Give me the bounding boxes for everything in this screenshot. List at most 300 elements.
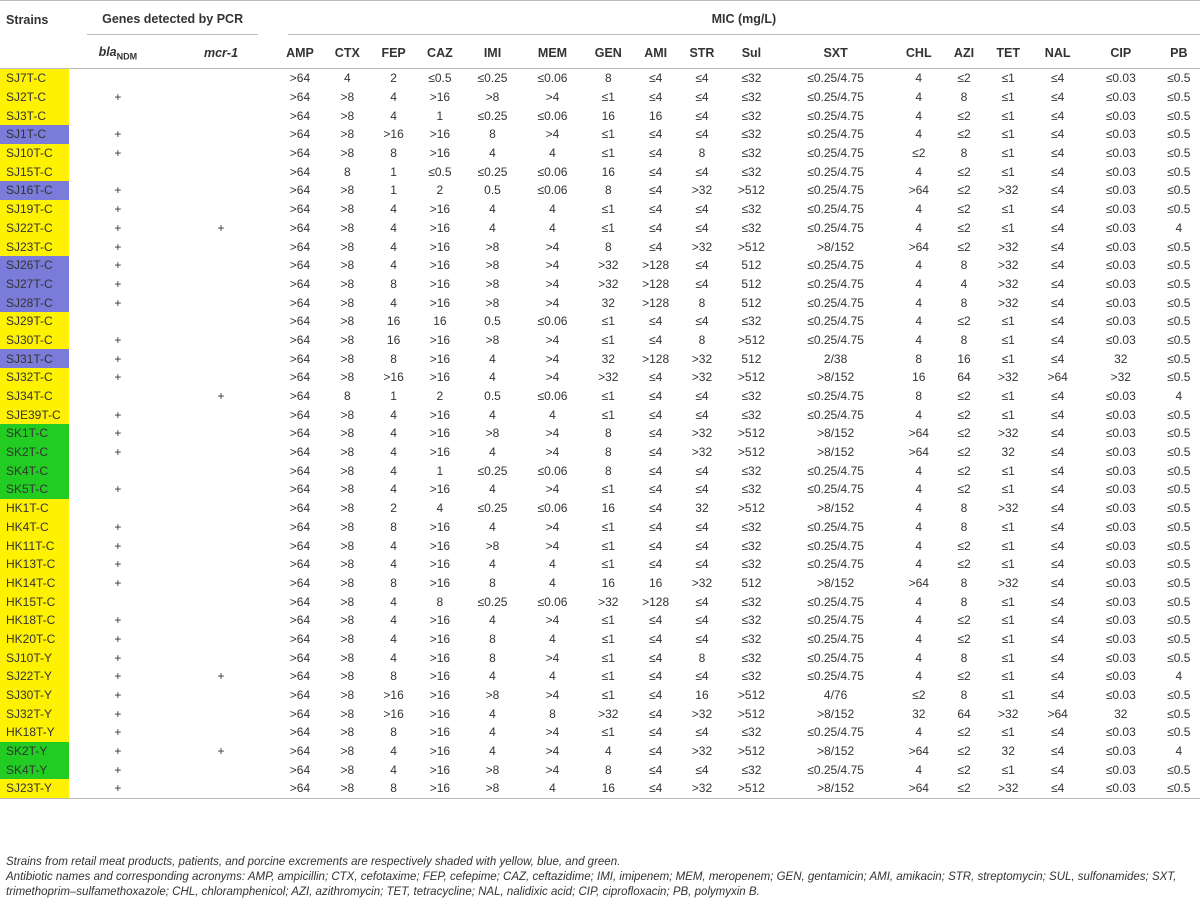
mic-cell-amp: >64 <box>289 725 311 740</box>
mic-cell-azi: ≤2 <box>957 71 971 86</box>
strain-cell: SJ3T-C <box>0 106 69 125</box>
bla-ndm-cell: + <box>114 426 122 441</box>
mic-cell-caz: 1 <box>436 463 444 478</box>
mic-cell-pb: ≤0.5 <box>1167 202 1191 217</box>
mic-cell-pb: ≤0.5 <box>1167 108 1191 123</box>
mic-cell-imi: 4 <box>489 557 496 572</box>
mic-cell-ctx: >8 <box>340 706 355 721</box>
mic-cell-amp: >64 <box>289 501 311 516</box>
bla-ndm-cell: + <box>114 351 122 366</box>
mic-cell-sxt: >8/152 <box>817 706 855 721</box>
mic-cell-azi: ≤2 <box>957 183 971 198</box>
mic-cell-ctx: 8 <box>343 164 351 179</box>
mic-cell-pb: ≤0.5 <box>1167 688 1191 703</box>
table-row <box>0 648 1200 667</box>
mcr-1-cell <box>166 200 275 219</box>
mic-cell-imi: 4 <box>489 220 496 235</box>
mic-cell-str: 32 <box>695 501 709 516</box>
table-row <box>0 779 1200 798</box>
strain-cell: SK4T-C <box>0 461 69 480</box>
mic-cell-azi: 8 <box>960 688 968 703</box>
strain-cell: HK20T-C <box>0 630 69 649</box>
mic-cell-azi: 8 <box>960 258 968 273</box>
mic-cell-fep: 4 <box>390 463 397 478</box>
mic-cell-gen: ≤1 <box>601 519 615 534</box>
mic-cell-nal: ≤4 <box>1051 426 1065 441</box>
mic-cell-pb: ≤0.5 <box>1167 538 1191 553</box>
mic-cell-sxt: ≤0.25/4.75 <box>807 90 864 105</box>
table-row <box>0 293 1200 312</box>
table-row <box>0 461 1200 480</box>
mic-cell-chl: ≤2 <box>912 688 926 703</box>
mic-cell-str: ≤4 <box>695 127 709 142</box>
strain-cell: SJ15T-C <box>0 162 69 181</box>
mic-cell-nal: ≤4 <box>1051 276 1065 291</box>
mic-cell-chl: 16 <box>912 370 926 385</box>
mic-cell-caz: >16 <box>429 482 451 497</box>
mic-cell-gen: ≤1 <box>601 90 615 105</box>
mic-cell-fep: 4 <box>390 445 397 460</box>
mic-cell-sul: ≤32 <box>741 519 762 534</box>
mic-cell-chl: 4 <box>915 463 923 478</box>
mic-cell-gen: 8 <box>604 183 612 198</box>
mic-cell-str: ≤4 <box>695 594 709 609</box>
mic-cell-gen: 8 <box>604 762 612 777</box>
mic-cell-sul: 512 <box>741 575 762 590</box>
table-row <box>0 499 1200 518</box>
mic-cell-mem: 4 <box>549 631 556 646</box>
strain-cell: SK4T-Y <box>0 760 69 779</box>
table-row <box>0 630 1200 649</box>
mic-cell-imi: >8 <box>485 688 500 703</box>
mic-cell-chl: 4 <box>915 220 923 235</box>
mic-cell-mem: 4 <box>549 202 556 217</box>
mic-cell-amp: >64 <box>289 557 311 572</box>
mic-cell-pb: ≤0.5 <box>1167 314 1191 329</box>
mic-cell-tet: >32 <box>985 779 1031 798</box>
mic-cell-mem: >4 <box>545 762 560 777</box>
mic-cell-ctx: >8 <box>340 258 355 273</box>
mic-cell-sul: ≤32 <box>741 71 762 86</box>
strain-cell: HK15T-C <box>0 592 69 611</box>
mic-cell-caz: >16 <box>429 538 451 553</box>
strain-cell: SJ19T-C <box>0 200 69 219</box>
mic-cell-ctx: >8 <box>340 351 355 366</box>
mic-cell-sul: >512 <box>737 332 765 347</box>
mic-cell-imi: 4 <box>489 706 496 721</box>
mic-cell-pb: ≤0.5 <box>1167 613 1191 628</box>
mic-cell-pb: ≤0.5 <box>1167 575 1191 590</box>
mic-cell-tet: ≤1 <box>1001 220 1015 235</box>
mic-cell-cip: ≤0.03 <box>1105 538 1136 553</box>
mic-cell-ctx: >8 <box>340 744 355 759</box>
mic-cell-tet: ≤1 <box>1001 332 1015 347</box>
mcr-1-header: mcr-1 <box>166 38 275 69</box>
mic-cell-mem: >4 <box>545 688 560 703</box>
mic-cell-ami: ≤4 <box>649 332 663 347</box>
bla-ndm-cell <box>69 592 166 611</box>
mic-cell-imi: ≤0.25 <box>477 501 508 516</box>
mic-cell-imi: 4 <box>489 146 496 161</box>
mic-cell-cip: ≤0.03 <box>1105 631 1136 646</box>
mcr-1-cell: + <box>217 220 225 235</box>
mic-cell-fep: 4 <box>390 538 397 553</box>
bla-ndm-cell <box>69 162 166 181</box>
mic-cell-mem: >4 <box>545 650 560 665</box>
mcr-1-cell <box>166 424 275 443</box>
antibiotic-header-pb: PB <box>1158 38 1200 69</box>
mic-cell-mem: >4 <box>545 613 560 628</box>
mcr-1-cell <box>166 574 275 593</box>
mic-cell-cip: ≤0.03 <box>1105 463 1136 478</box>
mic-cell-cip: ≤0.03 <box>1105 332 1136 347</box>
mic-cell-chl: 4 <box>915 613 923 628</box>
table-row <box>0 349 1200 368</box>
mic-cell-gen: ≤1 <box>601 146 615 161</box>
mic-cell-pb: ≤0.5 <box>1167 762 1191 777</box>
mic-cell-azi: ≤2 <box>957 482 971 497</box>
table-row <box>0 686 1200 705</box>
mic-cell-nal: ≤4 <box>1051 688 1065 703</box>
mic-cell-gen: ≤1 <box>601 725 615 740</box>
mic-cell-sxt: ≤0.25/4.75 <box>807 669 864 684</box>
mic-cell-amp: >64 <box>289 669 311 684</box>
mic-cell-amp: >64 <box>289 426 311 441</box>
mic-cell-azi: 8 <box>960 332 968 347</box>
mic-cell-caz: >16 <box>429 407 451 422</box>
mic-cell-ami: >128 <box>642 295 670 310</box>
bla-ndm-cell: + <box>114 407 122 422</box>
mic-cell-ami: ≤4 <box>649 688 663 703</box>
mic-cell-gen: ≤1 <box>601 482 615 497</box>
mic-cell-cip: 32 <box>1114 351 1128 366</box>
strain-cell: HK11T-C <box>0 536 69 555</box>
table-row <box>0 275 1200 294</box>
mic-cell-chl: 4 <box>915 519 923 534</box>
mic-cell-cip: ≤0.03 <box>1105 183 1136 198</box>
mic-cell-mem: >4 <box>545 239 560 254</box>
mic-cell-str: ≤4 <box>695 202 709 217</box>
mic-cell-azi: ≤2 <box>957 127 971 142</box>
strain-cell: SJ23T-Y <box>0 779 69 798</box>
mic-cell-caz: >16 <box>429 202 451 217</box>
mic-cell-ctx: >8 <box>340 314 355 329</box>
mic-cell-nal: ≤4 <box>1051 650 1065 665</box>
genes-header: Genes detected by PCR <box>87 4 257 35</box>
mic-cell-ctx: >8 <box>340 594 355 609</box>
mic-cell-azi: 8 <box>960 519 968 534</box>
strain-cell: HK4T-C <box>0 518 69 537</box>
mic-cell-str: 8 <box>698 332 706 347</box>
strain-cell: SJ31T-C <box>0 349 69 368</box>
mic-cell-caz: >16 <box>429 688 451 703</box>
strain-cell: HK14T-C <box>0 574 69 593</box>
mic-cell-str: ≤4 <box>695 407 709 422</box>
mic-cell-str: ≤4 <box>695 725 709 740</box>
mic-cell-sul: ≤32 <box>741 762 762 777</box>
bla-ndm-cell: + <box>114 295 122 310</box>
mcr-1-cell: + <box>217 669 225 684</box>
antibiotic-header-gen: GEN <box>583 38 634 69</box>
mic-cell-amp: >64 <box>289 650 311 665</box>
table-row <box>0 536 1200 555</box>
mic-cell-chl: 4 <box>915 90 923 105</box>
bla-ndm-cell: + <box>114 220 122 235</box>
antibiotic-header-ami: AMI <box>634 38 678 69</box>
mic-cell-azi: 8 <box>960 146 968 161</box>
mic-cell-sul: >512 <box>737 426 765 441</box>
mic-cell-pb: ≤0.5 <box>1167 706 1191 721</box>
mic-cell-azi: 16 <box>957 351 971 366</box>
mic-cell-tet: ≤1 <box>1001 71 1015 86</box>
mic-cell-tet: ≤1 <box>1001 762 1015 777</box>
mic-cell-imi: ≤0.25 <box>477 463 508 478</box>
mic-cell-chl: 4 <box>915 482 923 497</box>
mic-cell-sul: ≤32 <box>741 557 762 572</box>
mic-cell-nal: ≤4 <box>1051 183 1065 198</box>
mic-cell-amp: >64 <box>289 71 311 86</box>
mic-cell-sul: >512 <box>737 370 765 385</box>
mic-cell-pb: ≤0.5 <box>1167 631 1191 646</box>
mic-cell-caz: >16 <box>429 725 451 740</box>
mic-cell-sxt: >8/152 <box>777 779 895 798</box>
mic-cell-sxt: ≤0.25/4.75 <box>807 482 864 497</box>
bla-ndm-cell: + <box>114 575 122 590</box>
mic-cell-imi: 0.5 <box>484 389 501 404</box>
bla-ndm-cell: + <box>114 706 122 721</box>
mic-cell-imi: 4 <box>489 519 496 534</box>
mic-cell-azi: ≤2 <box>957 389 971 404</box>
mic-cell-nal: ≤4 <box>1051 744 1065 759</box>
bla-ndm-cell: + <box>114 146 122 161</box>
mic-cell-str: >32 <box>691 706 713 721</box>
mic-cell-sxt: ≤0.25/4.75 <box>807 314 864 329</box>
mic-cell-fep: 8 <box>390 351 397 366</box>
mic-cell-cip: ≤0.03 <box>1105 239 1136 254</box>
mic-cell-nal: >64 <box>1047 370 1068 385</box>
mic-cell-str: ≤4 <box>695 631 709 646</box>
mic-cell-azi: ≤2 <box>943 779 985 798</box>
mic-cell-nal: ≤4 <box>1031 779 1084 798</box>
mic-cell-sul: ≤32 <box>741 538 762 553</box>
mic-cell-fep: 4 <box>390 426 397 441</box>
mic-cell-imi: >8 <box>485 762 500 777</box>
mic-cell-sxt: ≤0.25/4.75 <box>807 762 864 777</box>
mic-cell-ami: 16 <box>648 108 663 123</box>
mic-cell-ctx: >8 <box>340 108 355 123</box>
strain-cell: SJ2T-C <box>0 88 69 107</box>
mic-cell-sxt: ≤0.25/4.75 <box>807 650 864 665</box>
mic-cell-chl: >64 <box>908 183 929 198</box>
mic-cell-sxt: >8/152 <box>817 575 855 590</box>
mic-header: MIC (mg/L) <box>288 4 1200 35</box>
table-row <box>0 181 1200 200</box>
strain-cell: HK18T-C <box>0 611 69 630</box>
mic-cell-tet: ≤1 <box>1001 351 1015 366</box>
mic-cell-sul: ≤32 <box>741 725 762 740</box>
mic-cell-sxt: ≤0.25/4.75 <box>807 407 864 422</box>
mic-cell-mem: ≤0.06 <box>537 71 568 86</box>
mic-cell-nal: ≤4 <box>1051 90 1065 105</box>
mic-cell-sul: ≤32 <box>741 594 762 609</box>
mic-cell-ami: ≤4 <box>649 706 663 721</box>
mic-cell-fep: 2 <box>390 71 397 86</box>
mic-cell-sul: ≤32 <box>741 482 762 497</box>
mic-cell-gen: ≤1 <box>601 613 615 628</box>
mic-cell-imi: 4 <box>489 370 496 385</box>
mic-cell-chl: 4 <box>915 71 923 86</box>
mic-cell-mem: ≤0.06 <box>537 501 568 516</box>
mic-cell-gen: ≤1 <box>601 538 615 553</box>
mic-cell-tet: ≤1 <box>1001 108 1015 123</box>
mic-cell-ami: ≤4 <box>649 613 663 628</box>
strain-cell: SJ23T-C <box>0 237 69 256</box>
mic-cell-imi: 4 <box>489 202 496 217</box>
mic-cell-amp: >64 <box>289 762 311 777</box>
mic-cell-str: ≤4 <box>695 463 709 478</box>
mic-cell-chl: >64 <box>908 239 929 254</box>
mic-cell-azi: 8 <box>960 295 968 310</box>
bla-ndm-cell: + <box>114 650 122 665</box>
mic-cell-azi: ≤2 <box>957 314 971 329</box>
mic-cell-pb: ≤0.5 <box>1167 463 1191 478</box>
mic-cell-nal: ≤4 <box>1051 557 1065 572</box>
mic-cell-sul: 512 <box>741 351 762 366</box>
mic-cell-tet: ≤1 <box>1001 90 1015 105</box>
table-row <box>0 760 1200 779</box>
mic-cell-sul: ≤32 <box>741 631 762 646</box>
mic-cell-amp: >64 <box>289 594 311 609</box>
strain-cell: SK2T-C <box>0 443 69 462</box>
strain-cell: SJ10T-C <box>0 144 69 163</box>
mic-cell-chl: 32 <box>912 706 926 721</box>
mic-cell-azi: ≤2 <box>957 631 971 646</box>
mic-cell-ctx: >8 <box>340 295 355 310</box>
table-row <box>0 125 1200 144</box>
mic-cell-tet: ≤1 <box>1001 725 1015 740</box>
mic-cell-imi: >8 <box>463 779 522 798</box>
mic-cell-chl: 4 <box>915 202 923 217</box>
mic-cell-azi: ≤2 <box>957 164 971 179</box>
mic-cell-nal: ≤4 <box>1051 146 1065 161</box>
mic-cell-imi: >8 <box>485 332 500 347</box>
strains-header: Strains <box>0 1 69 39</box>
mic-cell-ami: ≤4 <box>649 501 663 516</box>
mic-cell-tet: ≤1 <box>1001 594 1015 609</box>
antibiotic-header-tet: TET <box>985 38 1031 69</box>
mic-cell-cip: ≤0.03 <box>1105 314 1136 329</box>
antibiotic-header-nal: NAL <box>1031 38 1084 69</box>
strain-cell: HK18T-Y <box>0 723 69 742</box>
mic-cell-cip: ≤0.03 <box>1105 594 1136 609</box>
mic-cell-fep: 1 <box>390 183 397 198</box>
mic-cell-amp: >64 <box>289 482 311 497</box>
mic-cell-azi: ≤2 <box>957 538 971 553</box>
mic-cell-gen: >32 <box>598 276 619 291</box>
mic-cell-str: ≤4 <box>695 762 709 777</box>
mic-cell-sul: >512 <box>737 744 765 759</box>
mcr-1-cell <box>166 349 275 368</box>
mic-cell-mem: 4 <box>549 669 556 684</box>
mic-cell-sul: >512 <box>737 239 765 254</box>
mcr-1-cell <box>166 106 275 125</box>
strain-cell: SJ29T-C <box>0 312 69 331</box>
mic-cell-sxt: ≤0.25/4.75 <box>807 332 864 347</box>
mic-cell-sxt: ≤0.25/4.75 <box>807 463 864 478</box>
mic-cell-imi: 4 <box>489 744 496 759</box>
mic-cell-ctx: >8 <box>340 613 355 628</box>
mic-cell-mem: ≤0.06 <box>537 389 568 404</box>
mic-cell-cip: ≤0.03 <box>1105 650 1136 665</box>
mic-cell-caz: >16 <box>429 90 451 105</box>
mic-cell-mem: >4 <box>545 519 560 534</box>
mic-cell-caz: 2 <box>436 389 444 404</box>
mic-cell-ami: ≤4 <box>649 762 663 777</box>
bla-ndm-cell <box>69 312 166 331</box>
table-row <box>0 88 1200 107</box>
mic-cell-chl: 4 <box>915 258 923 273</box>
mic-cell-azi: 8 <box>960 594 968 609</box>
mic-cell-fep: 4 <box>390 202 397 217</box>
mic-cell-str: 16 <box>695 688 709 703</box>
mic-cell-gen: 8 <box>604 239 612 254</box>
mic-cell-tet: >32 <box>998 575 1019 590</box>
mic-cell-caz: 1 <box>436 108 444 123</box>
mic-cell-sxt: ≤0.25/4.75 <box>807 613 864 628</box>
mic-cell-fep: 2 <box>390 501 397 516</box>
mic-cell-chl: 8 <box>915 351 923 366</box>
mic-cell-nal: ≤4 <box>1051 258 1065 273</box>
mic-cell-caz: >16 <box>429 557 451 572</box>
mic-cell-fep: 1 <box>390 389 397 404</box>
mic-cell-ami: ≤4 <box>649 71 663 86</box>
mic-cell-mem: 4 <box>522 779 583 798</box>
mic-cell-caz: >16 <box>429 575 451 590</box>
table-row <box>0 331 1200 350</box>
strain-cell: SJ32T-C <box>0 368 69 387</box>
mic-cell-tet: ≤1 <box>1001 127 1015 142</box>
mcr-1-cell <box>166 648 275 667</box>
mic-cell-imi: 4 <box>489 669 496 684</box>
mic-cell-chl: 4 <box>915 669 923 684</box>
mic-cell-str: ≤4 <box>695 90 709 105</box>
strain-cell: SJ32T-Y <box>0 704 69 723</box>
mic-cell-mem: >4 <box>545 295 560 310</box>
mic-cell-gen: 4 <box>604 744 612 759</box>
mic-cell-fep: 8 <box>390 669 397 684</box>
mic-cell-pb: ≤0.5 <box>1167 276 1191 291</box>
mic-cell-str: ≤4 <box>695 314 709 329</box>
mic-cell-fep: 4 <box>390 557 397 572</box>
mic-cell-amp: >64 <box>289 258 311 273</box>
mic-cell-tet: ≤1 <box>1001 314 1015 329</box>
mic-cell-imi: >8 <box>485 90 500 105</box>
mic-cell-pb: ≤0.5 <box>1167 370 1191 385</box>
mic-cell-str: >32 <box>691 575 713 590</box>
mic-cell-chl: 4 <box>915 557 923 572</box>
mcr-1-cell <box>166 536 275 555</box>
strain-cell: SJ10T-Y <box>0 648 69 667</box>
mic-cell-cip: ≤0.03 <box>1105 445 1136 460</box>
mic-cell-chl: 4 <box>915 538 923 553</box>
mic-cell-chl: 4 <box>915 108 923 123</box>
mic-cell-chl: 4 <box>915 725 923 740</box>
mic-cell-chl: 4 <box>915 501 923 516</box>
mic-cell-pb: ≤0.5 <box>1167 127 1191 142</box>
mic-cell-amp: >64 <box>289 183 311 198</box>
table-row <box>0 723 1200 742</box>
mic-cell-sul: ≤32 <box>741 146 762 161</box>
